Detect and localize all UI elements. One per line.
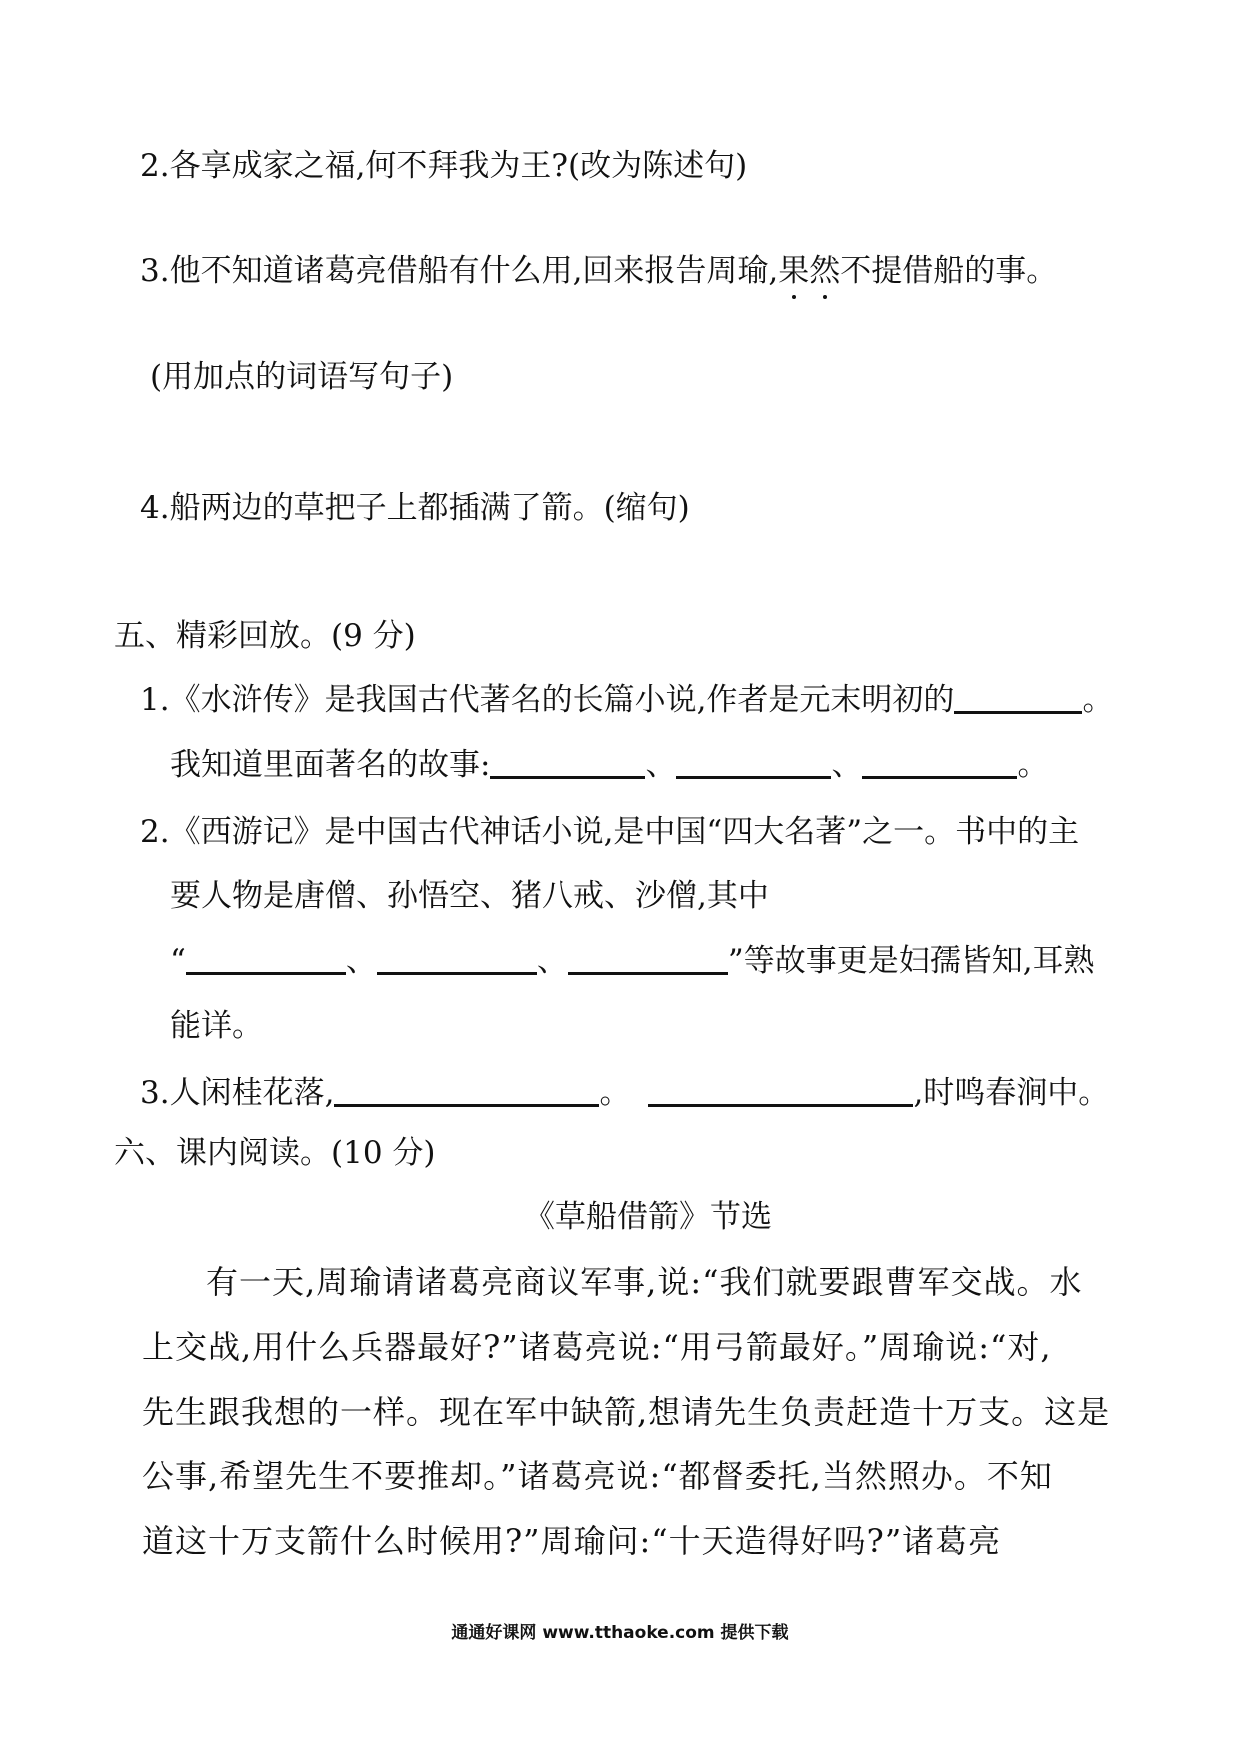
question-4-4: 4.船两边的草把子上都插满了箭。(缩句) — [140, 490, 690, 526]
question-5-3-text-end: ,时鸣春涧中。 — [913, 1075, 1110, 1111]
question-4-3 — [140, 251, 1057, 291]
section-6-heading: 六、课内阅读。(10 分) — [114, 1135, 436, 1171]
passage-line: 道这十万支箭什么时候用?”周瑜问:“十天造得好吗?”诸葛亮 — [142, 1522, 1002, 1560]
question-4-3-instruction: (用加点的词语写句子) — [150, 359, 454, 395]
answer-blank[interactable] — [377, 942, 537, 975]
answer-blank[interactable] — [568, 942, 728, 975]
answer-blank[interactable] — [954, 681, 1082, 714]
passage-line: 有一天,周瑜请诸葛亮商议军事,说:“我们就要跟曹军交战。水 — [206, 1263, 1083, 1301]
punct: 、 — [831, 747, 863, 783]
question-5-2-text3: ”等故事更是妇孺皆知,耳熟 — [727, 943, 1095, 979]
dotted-char: 然 — [809, 253, 841, 289]
answer-blank[interactable] — [676, 746, 831, 779]
question-5-2-line4: 能详。 — [170, 1008, 263, 1044]
answer-blank[interactable] — [490, 746, 645, 779]
passage-line: 公事,希望先生不要推却。”诸葛亮说:“都督委托,当然照办。不知 — [142, 1457, 1053, 1495]
question-5-1-line1 — [140, 680, 1113, 720]
question-5-3 — [140, 1073, 1109, 1113]
punct: 、 — [345, 943, 377, 979]
punct: 。 — [599, 1075, 631, 1111]
question-5-2-line2: 要人物是唐僧、孙悟空、猪八戒、沙僧,其中 — [170, 878, 769, 914]
passage-line: 上交战,用什么兵器最好?”诸葛亮说:“用弓箭最好。”周瑜说:“对, — [142, 1328, 1052, 1366]
answer-blank[interactable] — [862, 746, 1017, 779]
question-5-1-text: 1.《水浒传》是我国古代著名的长篇小说,作者是元末明初的 — [140, 682, 955, 718]
passage-line: 先生跟我想的一样。现在军中缺箭,想请先生负责赶造十万支。这是 — [142, 1393, 1111, 1431]
answer-blank[interactable] — [334, 1074, 599, 1107]
question-5-1-text2: 我知道里面著名的故事: — [170, 747, 491, 783]
question-4-3-text: 3.他不知道诸葛亮借船有什么用,回来报告周瑜, — [140, 253, 779, 289]
dotted-char: 果 — [778, 253, 810, 289]
page-footer: 通通好课网 www.tthaoke.com 提供下载 — [451, 1623, 789, 1643]
question-5-1-line2 — [170, 745, 1048, 785]
punct: 。 — [1082, 682, 1114, 718]
answer-blank[interactable] — [648, 1074, 913, 1107]
section-5-heading: 五、精彩回放。(9 分) — [114, 618, 416, 654]
question-5-2-line1: 2.《西游记》是中国古代神话小说,是中国“四大名著”之一。书中的主 — [140, 814, 1080, 850]
punct: 、 — [645, 747, 677, 783]
question-5-2-line3 — [170, 941, 1095, 981]
punct: “ — [170, 943, 186, 979]
answer-blank[interactable] — [186, 942, 346, 975]
punct: 。 — [1017, 747, 1049, 783]
question-4-2: 2.各享成家之福,何不拜我为王?(改为陈述句) — [140, 148, 748, 184]
punct: 、 — [536, 943, 568, 979]
passage-title: 《草船借箭》节选 — [524, 1199, 772, 1235]
question-4-3-text-end: 不提借船的事。 — [840, 253, 1058, 289]
question-5-3-text: 3.人闲桂花落, — [140, 1075, 335, 1111]
